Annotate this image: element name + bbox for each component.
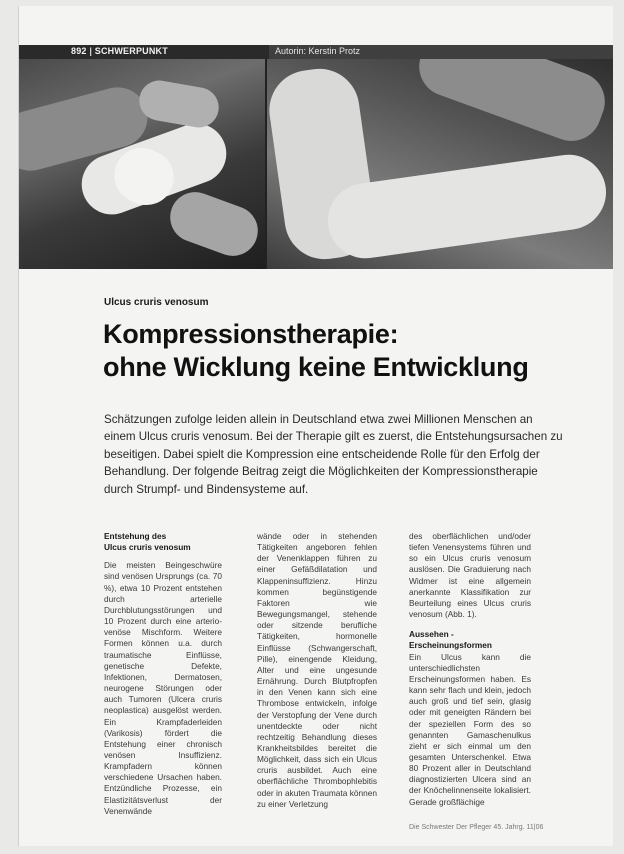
title-line-2: ohne Wicklung keine Entwicklung <box>103 352 529 382</box>
column-2-text: wände oder in stehenden Tätigkeiten angeboren fehlen der Venenklappen führen zu einer Gefäßdilatation und Klappeninsuffizienz. Hinzu kommen begünstigende Faktoren wie Bewegungsmangel, stehende oder sitzende berufliche Tätigkeiten, hormonelle Einflüsse (Schwangerschaft, Pille), einengende Kleidung, Alter und eine ungesunde Ernährung. Durch Blutpfropfen in den Venen kann sich eine Thrombose entwickeln, infolge der Verstopfung der Vene durch unentdeckte oder nicht rechtzeitig Behandlung dieses Krankheitsbildes bereitet die Möglichkeit, dass sich ein Ulcus cruris ausbildet. Auch eine oberflächliche Thrombophlebitis oder in akuten Traumata können zu einer Verletzung <box>257 531 377 809</box>
column-3-subheading-line-1: Aussehen - <box>409 629 454 640</box>
column-1-heading <box>104 531 222 553</box>
column-1-text: Die meisten Beingeschwüre sind venösen Ursprungs (ca. 70 %), etwa 10 Prozent entstehen durch arterielle Durchblutungsstörungen und 10 Prozent durch eine arterio-venöse Mischform. Weitere Formen können u.a. durch traumatische Einflüsse, genetische Defekte, Infektionen, Dermatosen, neurogene Störungen oder auch Tumoren (Ulcera cruris neoplastica) ausgelöst werden. Ein Krampfaderleiden (Varikosis) fördert die Entstehung einer chronisch venösen Insuffizienz. Krampfadern können verschiedene Ursachen haben. Entzündliche Prozesse, ein Elastizitätsverlust der Venenwände <box>104 560 222 816</box>
column-2 <box>257 531 377 810</box>
article-eyebrow: Ulcus cruris venosum <box>104 297 209 308</box>
article-title <box>103 318 573 384</box>
page-header-label <box>71 46 168 56</box>
column-3-subheading <box>409 629 531 651</box>
title-line-1: Kompressionstherapie: <box>103 319 399 349</box>
photo-bandaged-leg <box>267 59 613 269</box>
header-photo <box>19 59 613 269</box>
column-3-subheading-line-2: Erscheinungsformen <box>409 640 492 651</box>
header-bar <box>19 45 613 59</box>
header-section-block <box>19 45 269 59</box>
column-1 <box>104 531 222 817</box>
article-lead: Schätzungen zufolge leiden allein in Deutschland etwa zwei Millionen Menschen an einem Ulcus cruris venosum. Bei der Therapie gilt es zuerst, die Entstehungsursachen zu beseitigen. Dabei spielt die Kompression eine entscheidende Rolle für den Erfolg der Behandlung. Der folgende Beitrag zeigt die Möglichkeiten der Kompressionstherapie durch Strumpf- und Bindensysteme auf. <box>104 413 563 496</box>
column-3 <box>409 531 531 808</box>
column-1-heading-line-1: Entstehung des <box>104 531 167 541</box>
header-separator: | <box>89 46 95 56</box>
page-footer: Die Schwester Der Pfleger 45. Jahrg. 11|06 <box>409 824 544 831</box>
section-name: SCHWERPUNKT <box>94 46 168 56</box>
column-1-heading-line-2: Ulcus cruris venosum <box>104 542 191 553</box>
column-3-text-2: Ein Ulcus kann die unterschiedlichsten Erscheinungsformen haben. Es kann sehr flach und klein, jedoch auch groß und tief sein, glasig oder mit geneigten Rändern bei der speziellen Form des so genannten Gamaschenulkus zieht er sich einmal um den gesamten Unterschenkel. Etwa 80 Prozent aller in Deutschland diagnostizierten Ulcera sind an der Knöchelinnenseite lokalisiert. Gerade großflächige <box>409 651 531 807</box>
author-line: Autorin: Kerstin Protz <box>275 46 361 56</box>
column-3-text: des oberflächlichen und/oder tiefen Venensystems führen und so ein Ulcus cruris venosum auslösen. Die Graduierung nach Widmer ist eine allgemein anerkannte Klassifikation zur Beurteilung eines Ulcus cruris venosum (Abb. 1). <box>409 531 531 620</box>
magazine-page <box>19 6 613 846</box>
photo-bandaging-hands <box>19 59 265 269</box>
page-number: 892 <box>71 46 87 56</box>
